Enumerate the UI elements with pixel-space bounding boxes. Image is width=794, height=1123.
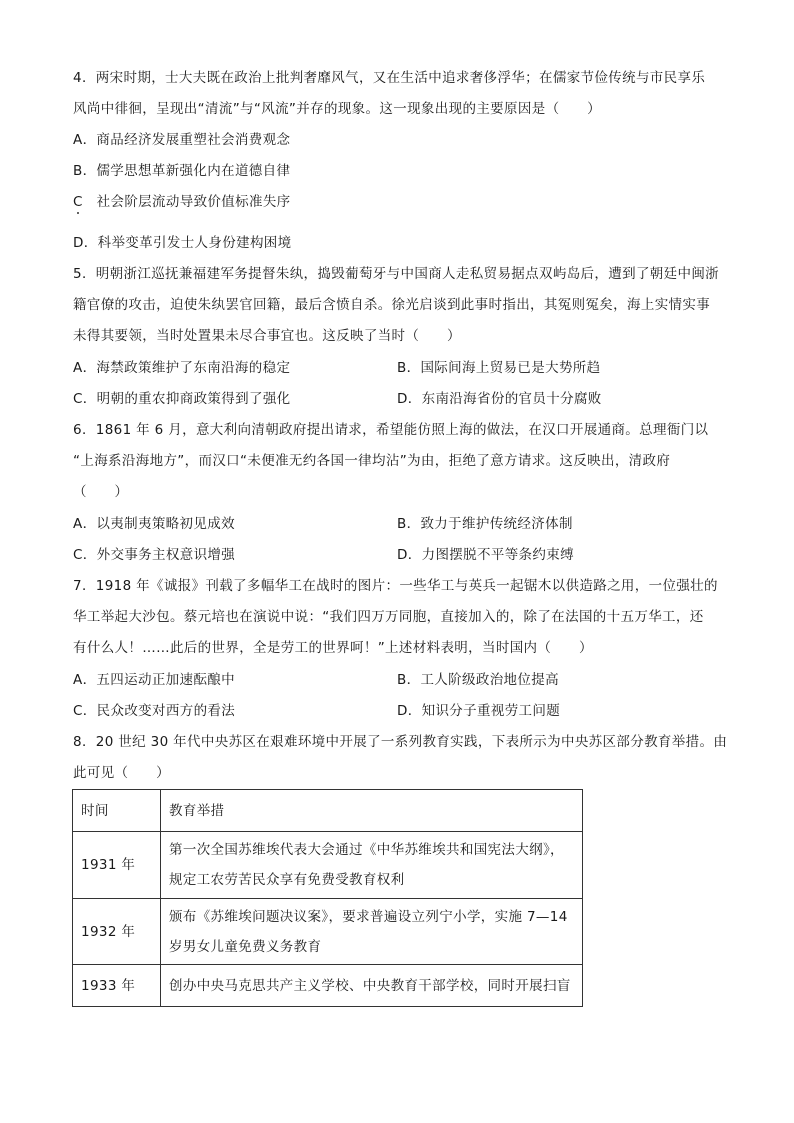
q4-option-d: D．科举变革引发士人身份建构困境 [73, 235, 292, 251]
table-row [73, 832, 583, 899]
q4-option-b: B．儒学思想革新强化内在道德自律 [73, 163, 291, 179]
q5-option-a: A．海禁政策维护了东南沿海的稳定 [73, 360, 291, 376]
table-header-row [73, 790, 583, 832]
q5-option-b: B．国际间海上贸易已是大势所趋 [397, 360, 601, 376]
q4-option-a: A．商品经济发展重塑社会消费观念 [73, 132, 291, 148]
q7-option-a: A．五四运动正加速酝酿中 [73, 672, 235, 688]
q6-stem-line1: 6．1861 年 6 月，意大利向清朝政府提出请求，希望能仿照上海的做法，在汉口开展通商。总理衙门以 [73, 422, 709, 438]
table-cell-year: 1932 年 [73, 899, 161, 965]
q5-option-d: D．东南沿海省份的官员十分腐败 [397, 391, 602, 407]
q5-stem-line3: 未得其要领，当时处置果未尽合事宜也。这反映了当时（ ） [73, 328, 461, 344]
table-header-measures: 教育举措 [161, 790, 583, 832]
table-cell-content: 创办中央马克思共产主义学校、中央教育干部学校，同时开展扫盲 [161, 965, 583, 1007]
q8-stem-line1: 8．20 世纪 30 年代中央苏区在艰难环境中开展了一系列教育实践，下表所示为中央苏区部分教育举措。由 [73, 734, 728, 750]
q4-stem-line2: 风尚中徘徊，呈现出“清流”与“风流”并存的现象。这一现象出现的主要原因是（ ） [73, 101, 601, 117]
stray-dot-mark [77, 212, 79, 214]
table-cell-content: 第一次全国苏维埃代表大会通过《中华苏维埃共和国宪法大纲》，规定工农劳苦民众享有免费受教育权利 [161, 832, 583, 899]
q7-option-b: B．工人阶级政治地位提高 [397, 672, 559, 688]
q6-option-c: C．外交事务主权意识增强 [73, 547, 236, 563]
q5-option-c: C．明朝的重农抑商政策得到了强化 [73, 391, 291, 407]
q8-stem-line2: 此可见（ ） [73, 765, 170, 781]
q6-option-d: D．力图摆脱不平等条约束缚 [397, 547, 574, 563]
q7-option-c: C．民众改变对西方的看法 [73, 703, 236, 719]
education-measures-table [72, 789, 583, 1007]
table-row [73, 965, 583, 1007]
q6-stem-line2: “上海系沿海地方”，而汉口“未便准无约各国一律均沾”为由，拒绝了意方请求。这反映出，清政府 [73, 453, 671, 469]
q6-option-a: A．以夷制夷策略初见成效 [73, 516, 235, 532]
q4-stem-line1: 4．两宋时期，士大夫既在政治上批判奢靡风气，又在生活中追求奢侈浮华；在儒家节俭传统与市民享乐 [73, 70, 706, 86]
q7-stem-line1: 7．1918 年《诚报》刊载了多幅华工在战时的图片：一些华工与英兵一起锯木以供造路之用，一位强壮的 [73, 578, 718, 594]
q6-option-b: B．致力于维护传统经济体制 [397, 516, 573, 532]
q5-stem-line2: 籍官僚的攻击，迫使朱纨罢官回籍，最后含愤自杀。徐光启谈到此事时指出，其冤则冤矣，海上实情实事 [73, 297, 711, 313]
q6-stem-line3: （ ） [73, 484, 129, 500]
table-cell-content: 颁布《苏维埃问题决议案》，要求普遍设立列宁小学，实施 7—14 岁男女儿童免费义务教育 [161, 899, 583, 965]
table-row [73, 899, 583, 965]
q5-stem-line1: 5．明朝浙江巡抚兼福建军务提督朱纨，捣毁葡萄牙与中国商人走私贸易据点双屿岛后，遭到了朝廷中闽浙 [73, 266, 720, 282]
table-cell-year: 1931 年 [73, 832, 161, 899]
q7-stem-line2: 华工举起大沙包。蔡元培也在演说中说：“我们四万万同胞，直接加入的，除了在法国的十五万华工，还 [73, 609, 704, 625]
table-cell-year: 1933 年 [73, 965, 161, 1007]
table-header-time: 时间 [73, 790, 161, 832]
q4-option-c: C 社会阶层流动导致价值标准失序 [73, 194, 291, 210]
q7-option-d: D．知识分子重视劳工问题 [397, 703, 561, 719]
q7-stem-line3: 有什么人！……此后的世界，全是劳工的世界呵！”上述材料表明，当时国内（ ） [73, 640, 593, 656]
